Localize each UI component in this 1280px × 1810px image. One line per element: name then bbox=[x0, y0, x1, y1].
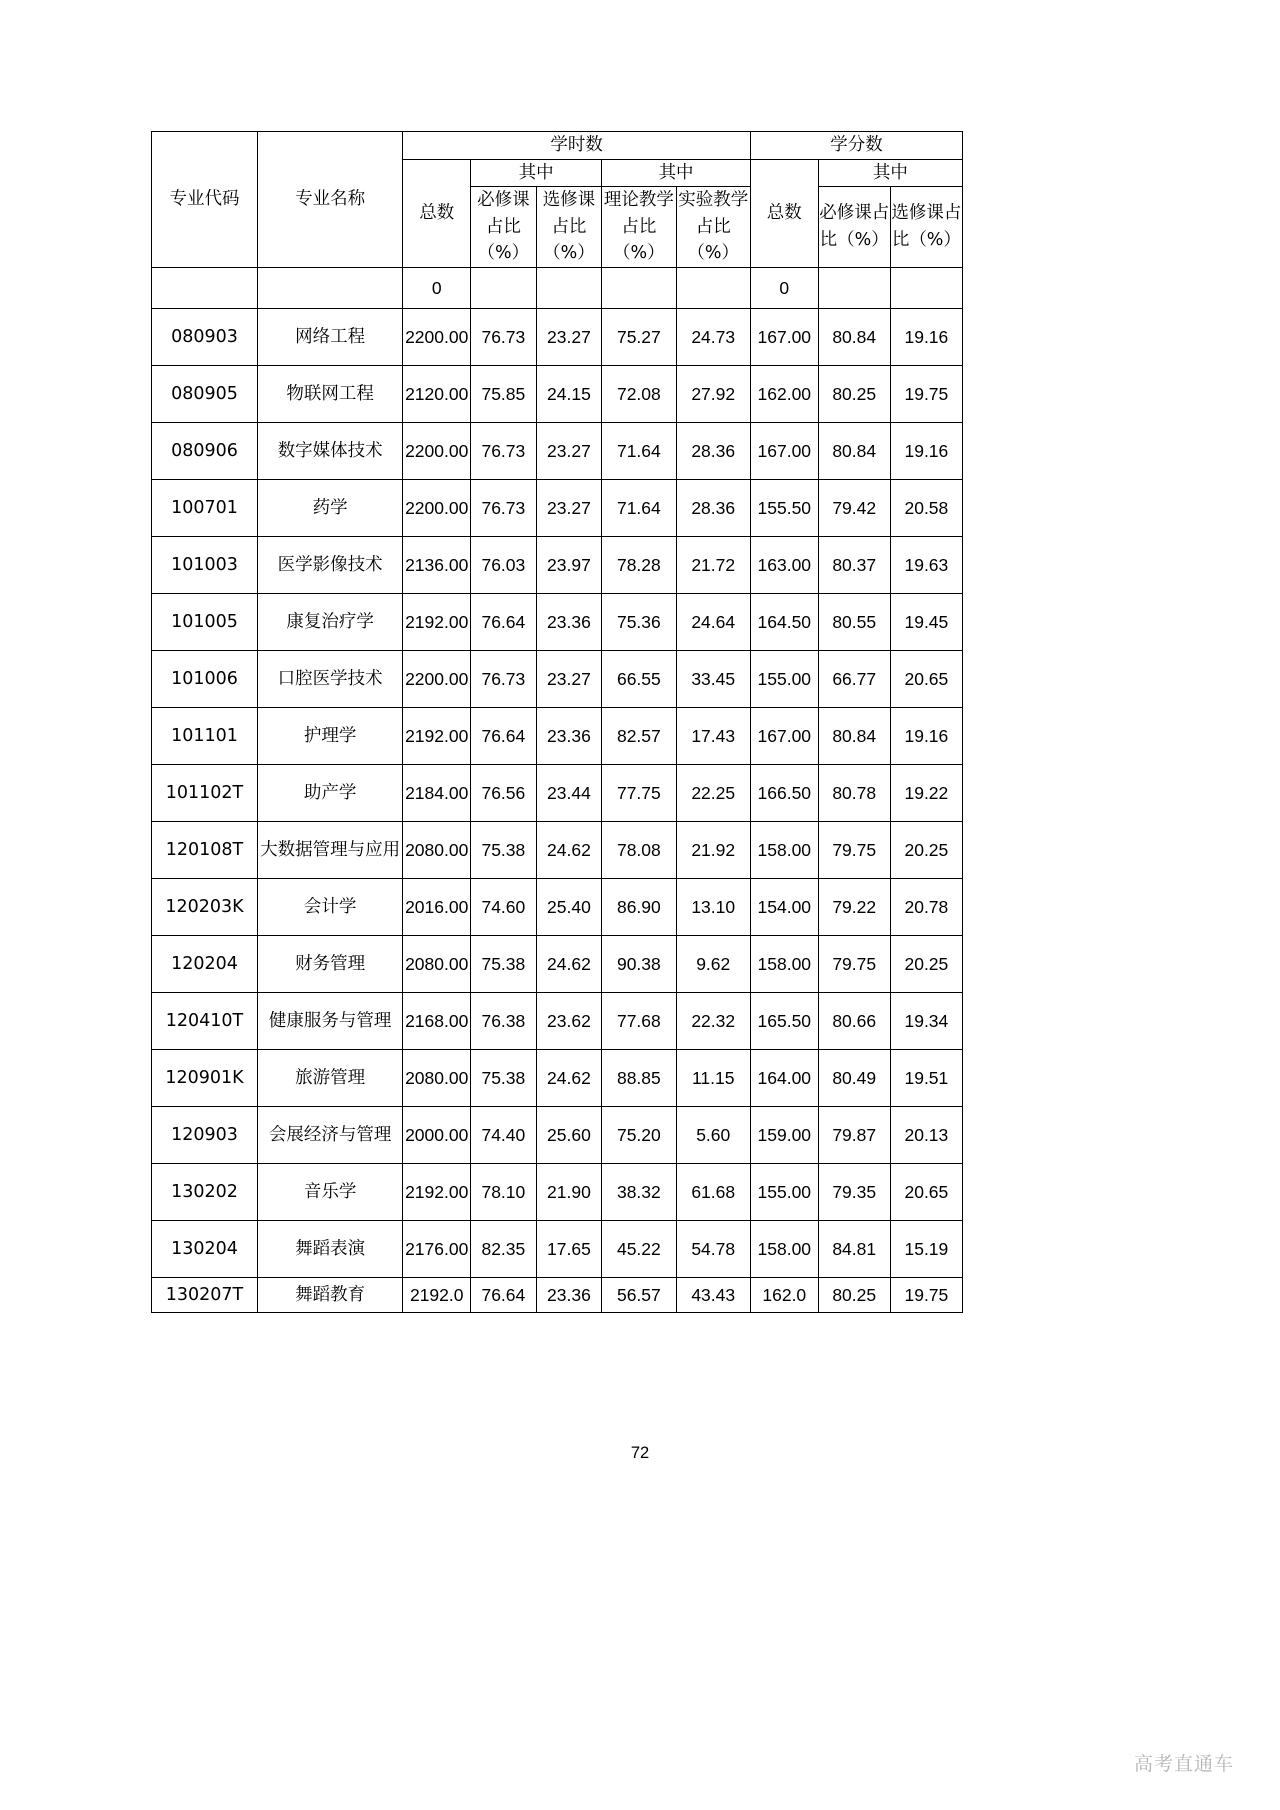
cell-hours-elective-ratio: 23.27 bbox=[536, 308, 602, 365]
cell-major-code: 130207T bbox=[152, 1277, 258, 1312]
cell-major-code: 101005 bbox=[152, 593, 258, 650]
cell-credits-total: 158.00 bbox=[750, 821, 818, 878]
cell-credits-elective-ratio: 20.78 bbox=[890, 878, 962, 935]
table-row bbox=[152, 1049, 963, 1106]
cell-hours-experiment-ratio: 43.43 bbox=[676, 1277, 750, 1312]
cell-credits-required-ratio: 80.66 bbox=[818, 992, 890, 1049]
cell-hours-elective-ratio: 23.44 bbox=[536, 764, 602, 821]
cell-hours-experiment-ratio bbox=[676, 267, 750, 308]
cell-hours-theory-ratio: 66.55 bbox=[602, 650, 676, 707]
curriculum-statistics-table-container bbox=[151, 131, 963, 1313]
cell-hours-required-ratio: 76.73 bbox=[471, 422, 537, 479]
cell-major-code: 101102T bbox=[152, 764, 258, 821]
cell-hours-experiment-ratio: 22.25 bbox=[676, 764, 750, 821]
table-row-summary bbox=[152, 267, 963, 308]
cell-credits-total: 155.50 bbox=[750, 479, 818, 536]
cell-major-name: 音乐学 bbox=[258, 1163, 403, 1220]
table-row bbox=[152, 422, 963, 479]
table-header-row-group bbox=[152, 132, 963, 160]
cell-credits-required-ratio: 66.77 bbox=[818, 650, 890, 707]
cell-hours-experiment-ratio: 5.60 bbox=[676, 1106, 750, 1163]
cell-hours-elective-ratio: 23.36 bbox=[536, 1277, 602, 1312]
header-group-credits: 学分数 bbox=[750, 132, 962, 160]
header-credits-required-ratio-unit: （%） bbox=[837, 230, 889, 251]
cell-hours-theory-ratio: 88.85 bbox=[602, 1049, 676, 1106]
cell-major-name: 康复治疗学 bbox=[258, 593, 403, 650]
cell-credits-elective-ratio: 20.58 bbox=[890, 479, 962, 536]
cell-credits-total: 167.00 bbox=[750, 707, 818, 764]
cell-major-code bbox=[152, 267, 258, 308]
cell-hours-experiment-ratio: 9.62 bbox=[676, 935, 750, 992]
cell-hours-elective-ratio: 25.40 bbox=[536, 878, 602, 935]
header-hours-theory-ratio-label: 理论教学占比 bbox=[603, 190, 674, 237]
cell-hours-theory-ratio: 77.68 bbox=[602, 992, 676, 1049]
cell-hours-total: 2184.00 bbox=[403, 764, 471, 821]
header-credits-elective-ratio-unit: （%） bbox=[909, 230, 961, 251]
cell-major-name: 助产学 bbox=[258, 764, 403, 821]
cell-hours-experiment-ratio: 24.73 bbox=[676, 308, 750, 365]
cell-credits-elective-ratio: 19.63 bbox=[890, 536, 962, 593]
cell-hours-theory-ratio: 45.22 bbox=[602, 1220, 676, 1277]
cell-credits-elective-ratio: 20.13 bbox=[890, 1106, 962, 1163]
cell-credits-total: 155.00 bbox=[750, 650, 818, 707]
table-row bbox=[152, 536, 963, 593]
cell-hours-required-ratio: 76.73 bbox=[471, 308, 537, 365]
cell-hours-elective-ratio: 24.62 bbox=[536, 1049, 602, 1106]
cell-hours-required-ratio: 76.64 bbox=[471, 1277, 537, 1312]
cell-credits-required-ratio: 80.84 bbox=[818, 422, 890, 479]
cell-major-code: 120203K bbox=[152, 878, 258, 935]
cell-credits-elective-ratio: 19.22 bbox=[890, 764, 962, 821]
cell-hours-theory-ratio: 71.64 bbox=[602, 422, 676, 479]
cell-hours-total: 2016.00 bbox=[403, 878, 471, 935]
cell-hours-required-ratio: 75.38 bbox=[471, 1049, 537, 1106]
table-row bbox=[152, 365, 963, 422]
cell-major-name: 舞蹈表演 bbox=[258, 1220, 403, 1277]
cell-credits-required-ratio: 80.55 bbox=[818, 593, 890, 650]
cell-hours-required-ratio: 76.03 bbox=[471, 536, 537, 593]
table-row bbox=[152, 1277, 963, 1312]
header-hours-elective-ratio-unit: （%） bbox=[543, 243, 595, 264]
table-row bbox=[152, 1220, 963, 1277]
cell-hours-experiment-ratio: 28.36 bbox=[676, 422, 750, 479]
cell-hours-total: 0 bbox=[403, 267, 471, 308]
cell-hours-experiment-ratio: 24.64 bbox=[676, 593, 750, 650]
cell-hours-experiment-ratio: 13.10 bbox=[676, 878, 750, 935]
cell-hours-total: 2192.0 bbox=[403, 1277, 471, 1312]
header-credits-total: 总数 bbox=[750, 159, 818, 267]
cell-credits-elective-ratio: 20.65 bbox=[890, 650, 962, 707]
cell-hours-required-ratio: 76.64 bbox=[471, 593, 537, 650]
table-row bbox=[152, 992, 963, 1049]
cell-hours-required-ratio: 75.38 bbox=[471, 821, 537, 878]
cell-credits-total: 165.50 bbox=[750, 992, 818, 1049]
cell-credits-required-ratio: 80.25 bbox=[818, 1277, 890, 1312]
cell-hours-theory-ratio bbox=[602, 267, 676, 308]
cell-hours-elective-ratio: 25.60 bbox=[536, 1106, 602, 1163]
cell-hours-theory-ratio: 82.57 bbox=[602, 707, 676, 764]
cell-major-code: 080906 bbox=[152, 422, 258, 479]
cell-hours-total: 2192.00 bbox=[403, 707, 471, 764]
cell-hours-required-ratio: 74.60 bbox=[471, 878, 537, 935]
cell-hours-theory-ratio: 75.27 bbox=[602, 308, 676, 365]
cell-hours-elective-ratio: 17.65 bbox=[536, 1220, 602, 1277]
cell-major-name: 护理学 bbox=[258, 707, 403, 764]
cell-major-code: 101003 bbox=[152, 536, 258, 593]
cell-credits-elective-ratio: 19.16 bbox=[890, 308, 962, 365]
cell-major-code: 130204 bbox=[152, 1220, 258, 1277]
cell-credits-total: 164.50 bbox=[750, 593, 818, 650]
cell-major-name bbox=[258, 267, 403, 308]
cell-hours-total: 2080.00 bbox=[403, 935, 471, 992]
cell-credits-required-ratio: 79.35 bbox=[818, 1163, 890, 1220]
cell-hours-experiment-ratio: 54.78 bbox=[676, 1220, 750, 1277]
cell-major-code: 101101 bbox=[152, 707, 258, 764]
header-credits-elective-ratio bbox=[890, 187, 962, 268]
table-row bbox=[152, 479, 963, 536]
cell-hours-elective-ratio: 23.27 bbox=[536, 422, 602, 479]
cell-credits-elective-ratio: 20.25 bbox=[890, 935, 962, 992]
header-credits-required-ratio bbox=[818, 187, 890, 268]
cell-credits-total: 155.00 bbox=[750, 1163, 818, 1220]
cell-hours-theory-ratio: 78.28 bbox=[602, 536, 676, 593]
cell-credits-total: 162.0 bbox=[750, 1277, 818, 1312]
cell-hours-total: 2200.00 bbox=[403, 479, 471, 536]
header-hours-experiment-ratio bbox=[676, 187, 750, 268]
header-among-hours-required-elective: 其中 bbox=[471, 159, 602, 187]
cell-credits-total: 154.00 bbox=[750, 878, 818, 935]
header-credits-required-ratio-label: 必修课占比 bbox=[819, 203, 890, 251]
cell-major-name: 物联网工程 bbox=[258, 365, 403, 422]
cell-hours-theory-ratio: 75.20 bbox=[602, 1106, 676, 1163]
table-row bbox=[152, 878, 963, 935]
cell-hours-total: 2200.00 bbox=[403, 422, 471, 479]
header-among-credits: 其中 bbox=[818, 159, 962, 187]
table-row bbox=[152, 1106, 963, 1163]
cell-hours-total: 2000.00 bbox=[403, 1106, 471, 1163]
cell-credits-elective-ratio bbox=[890, 267, 962, 308]
cell-hours-total: 2120.00 bbox=[403, 365, 471, 422]
cell-major-name: 会展经济与管理 bbox=[258, 1106, 403, 1163]
cell-hours-theory-ratio: 75.36 bbox=[602, 593, 676, 650]
cell-hours-total: 2080.00 bbox=[403, 1049, 471, 1106]
table-row bbox=[152, 707, 963, 764]
cell-credits-required-ratio bbox=[818, 267, 890, 308]
cell-hours-elective-ratio bbox=[536, 267, 602, 308]
cell-hours-theory-ratio: 90.38 bbox=[602, 935, 676, 992]
cell-hours-total: 2176.00 bbox=[403, 1220, 471, 1277]
cell-hours-required-ratio: 74.40 bbox=[471, 1106, 537, 1163]
cell-credits-total: 0 bbox=[750, 267, 818, 308]
cell-credits-total: 159.00 bbox=[750, 1106, 818, 1163]
cell-major-code: 120901K bbox=[152, 1049, 258, 1106]
cell-major-name: 健康服务与管理 bbox=[258, 992, 403, 1049]
cell-major-name: 口腔医学技术 bbox=[258, 650, 403, 707]
cell-credits-total: 163.00 bbox=[750, 536, 818, 593]
cell-major-name: 财务管理 bbox=[258, 935, 403, 992]
cell-major-code: 120108T bbox=[152, 821, 258, 878]
cell-credits-elective-ratio: 19.75 bbox=[890, 365, 962, 422]
header-hours-experiment-ratio-unit: （%） bbox=[687, 243, 740, 264]
cell-hours-total: 2192.00 bbox=[403, 1163, 471, 1220]
cell-hours-experiment-ratio: 11.15 bbox=[676, 1049, 750, 1106]
cell-hours-elective-ratio: 23.36 bbox=[536, 707, 602, 764]
cell-hours-total: 2192.00 bbox=[403, 593, 471, 650]
cell-hours-required-ratio: 76.56 bbox=[471, 764, 537, 821]
curriculum-statistics-table bbox=[151, 131, 963, 1313]
cell-hours-elective-ratio: 24.62 bbox=[536, 821, 602, 878]
cell-major-code: 130202 bbox=[152, 1163, 258, 1220]
cell-hours-elective-ratio: 24.62 bbox=[536, 935, 602, 992]
cell-hours-required-ratio: 76.64 bbox=[471, 707, 537, 764]
cell-credits-total: 158.00 bbox=[750, 935, 818, 992]
cell-credits-required-ratio: 80.84 bbox=[818, 707, 890, 764]
cell-hours-theory-ratio: 77.75 bbox=[602, 764, 676, 821]
header-hours-total: 总数 bbox=[403, 159, 471, 267]
cell-hours-experiment-ratio: 21.72 bbox=[676, 536, 750, 593]
cell-hours-elective-ratio: 23.97 bbox=[536, 536, 602, 593]
cell-credits-required-ratio: 80.84 bbox=[818, 308, 890, 365]
cell-hours-theory-ratio: 78.08 bbox=[602, 821, 676, 878]
cell-hours-theory-ratio: 71.64 bbox=[602, 479, 676, 536]
cell-major-name: 药学 bbox=[258, 479, 403, 536]
cell-major-name: 网络工程 bbox=[258, 308, 403, 365]
table-row bbox=[152, 650, 963, 707]
cell-hours-elective-ratio: 23.27 bbox=[536, 479, 602, 536]
cell-major-code: 080903 bbox=[152, 308, 258, 365]
header-hours-required-ratio bbox=[471, 187, 537, 268]
cell-major-code: 100701 bbox=[152, 479, 258, 536]
cell-credits-total: 166.50 bbox=[750, 764, 818, 821]
cell-credits-required-ratio: 79.87 bbox=[818, 1106, 890, 1163]
cell-hours-elective-ratio: 21.90 bbox=[536, 1163, 602, 1220]
cell-hours-experiment-ratio: 61.68 bbox=[676, 1163, 750, 1220]
cell-major-name: 会计学 bbox=[258, 878, 403, 935]
cell-credits-elective-ratio: 19.51 bbox=[890, 1049, 962, 1106]
cell-hours-theory-ratio: 86.90 bbox=[602, 878, 676, 935]
page-number: 72 bbox=[630, 1444, 650, 1462]
header-hours-elective-ratio bbox=[536, 187, 602, 268]
cell-hours-required-ratio: 76.73 bbox=[471, 479, 537, 536]
cell-hours-theory-ratio: 72.08 bbox=[602, 365, 676, 422]
table-body bbox=[152, 132, 963, 1313]
cell-hours-elective-ratio: 23.62 bbox=[536, 992, 602, 1049]
table-row bbox=[152, 1163, 963, 1220]
header-among-hours-theory-experiment: 其中 bbox=[602, 159, 751, 187]
cell-hours-required-ratio bbox=[471, 267, 537, 308]
cell-credits-elective-ratio: 19.45 bbox=[890, 593, 962, 650]
cell-hours-total: 2200.00 bbox=[403, 650, 471, 707]
cell-hours-required-ratio: 75.38 bbox=[471, 935, 537, 992]
cell-hours-required-ratio: 82.35 bbox=[471, 1220, 537, 1277]
watermark: 高考直通车 bbox=[1133, 1753, 1234, 1775]
cell-hours-required-ratio: 78.10 bbox=[471, 1163, 537, 1220]
table-row bbox=[152, 935, 963, 992]
cell-credits-elective-ratio: 20.25 bbox=[890, 821, 962, 878]
cell-credits-required-ratio: 80.37 bbox=[818, 536, 890, 593]
table-row bbox=[152, 308, 963, 365]
cell-hours-elective-ratio: 23.27 bbox=[536, 650, 602, 707]
cell-credits-elective-ratio: 19.34 bbox=[890, 992, 962, 1049]
header-hours-theory-ratio-unit: （%） bbox=[613, 243, 665, 264]
cell-major-name: 医学影像技术 bbox=[258, 536, 403, 593]
cell-credits-elective-ratio: 15.19 bbox=[890, 1220, 962, 1277]
header-hours-elective-ratio-label: 选修课占比 bbox=[542, 190, 596, 237]
cell-hours-total: 2136.00 bbox=[403, 536, 471, 593]
header-group-class-hours: 学时数 bbox=[403, 132, 751, 160]
cell-major-code: 080905 bbox=[152, 365, 258, 422]
cell-hours-elective-ratio: 24.15 bbox=[536, 365, 602, 422]
cell-major-code: 120410T bbox=[152, 992, 258, 1049]
table-row bbox=[152, 764, 963, 821]
cell-hours-experiment-ratio: 28.36 bbox=[676, 479, 750, 536]
cell-credits-required-ratio: 79.75 bbox=[818, 821, 890, 878]
cell-hours-experiment-ratio: 21.92 bbox=[676, 821, 750, 878]
cell-hours-experiment-ratio: 17.43 bbox=[676, 707, 750, 764]
header-hours-required-ratio-label: 必修课占比 bbox=[477, 190, 530, 237]
cell-credits-elective-ratio: 20.65 bbox=[890, 1163, 962, 1220]
cell-major-name: 数字媒体技术 bbox=[258, 422, 403, 479]
cell-credits-total: 167.00 bbox=[750, 422, 818, 479]
cell-hours-required-ratio: 76.38 bbox=[471, 992, 537, 1049]
header-hours-required-ratio-unit: （%） bbox=[477, 243, 530, 264]
cell-credits-required-ratio: 80.78 bbox=[818, 764, 890, 821]
cell-major-name: 舞蹈教育 bbox=[258, 1277, 403, 1312]
cell-credits-required-ratio: 79.75 bbox=[818, 935, 890, 992]
cell-major-name: 大数据管理与应用 bbox=[258, 821, 403, 878]
cell-credits-elective-ratio: 19.75 bbox=[890, 1277, 962, 1312]
cell-credits-required-ratio: 79.22 bbox=[818, 878, 890, 935]
header-hours-theory-ratio bbox=[602, 187, 676, 268]
cell-hours-elective-ratio: 23.36 bbox=[536, 593, 602, 650]
cell-major-code: 120903 bbox=[152, 1106, 258, 1163]
header-credits-elective-ratio-label: 选修课占比 bbox=[891, 203, 962, 251]
cell-hours-total: 2168.00 bbox=[403, 992, 471, 1049]
cell-credits-required-ratio: 80.25 bbox=[818, 365, 890, 422]
cell-credits-elective-ratio: 19.16 bbox=[890, 707, 962, 764]
cell-major-code: 120204 bbox=[152, 935, 258, 992]
cell-hours-experiment-ratio: 22.32 bbox=[676, 992, 750, 1049]
cell-credits-elective-ratio: 19.16 bbox=[890, 422, 962, 479]
cell-hours-theory-ratio: 38.32 bbox=[602, 1163, 676, 1220]
cell-credits-total: 158.00 bbox=[750, 1220, 818, 1277]
cell-hours-total: 2200.00 bbox=[403, 308, 471, 365]
cell-hours-experiment-ratio: 27.92 bbox=[676, 365, 750, 422]
header-major-name: 专业名称 bbox=[258, 132, 403, 268]
cell-credits-required-ratio: 79.42 bbox=[818, 479, 890, 536]
cell-major-name: 旅游管理 bbox=[258, 1049, 403, 1106]
cell-credits-required-ratio: 80.49 bbox=[818, 1049, 890, 1106]
cell-credits-total: 164.00 bbox=[750, 1049, 818, 1106]
header-hours-experiment-ratio-label: 实验教学占比 bbox=[678, 190, 749, 237]
cell-hours-theory-ratio: 56.57 bbox=[602, 1277, 676, 1312]
cell-credits-total: 167.00 bbox=[750, 308, 818, 365]
cell-major-code: 101006 bbox=[152, 650, 258, 707]
cell-hours-required-ratio: 76.73 bbox=[471, 650, 537, 707]
cell-hours-total: 2080.00 bbox=[403, 821, 471, 878]
table-row bbox=[152, 593, 963, 650]
cell-credits-required-ratio: 84.81 bbox=[818, 1220, 890, 1277]
table-row bbox=[152, 821, 963, 878]
cell-hours-experiment-ratio: 33.45 bbox=[676, 650, 750, 707]
cell-hours-required-ratio: 75.85 bbox=[471, 365, 537, 422]
header-major-code: 专业代码 bbox=[152, 132, 258, 268]
cell-credits-total: 162.00 bbox=[750, 365, 818, 422]
